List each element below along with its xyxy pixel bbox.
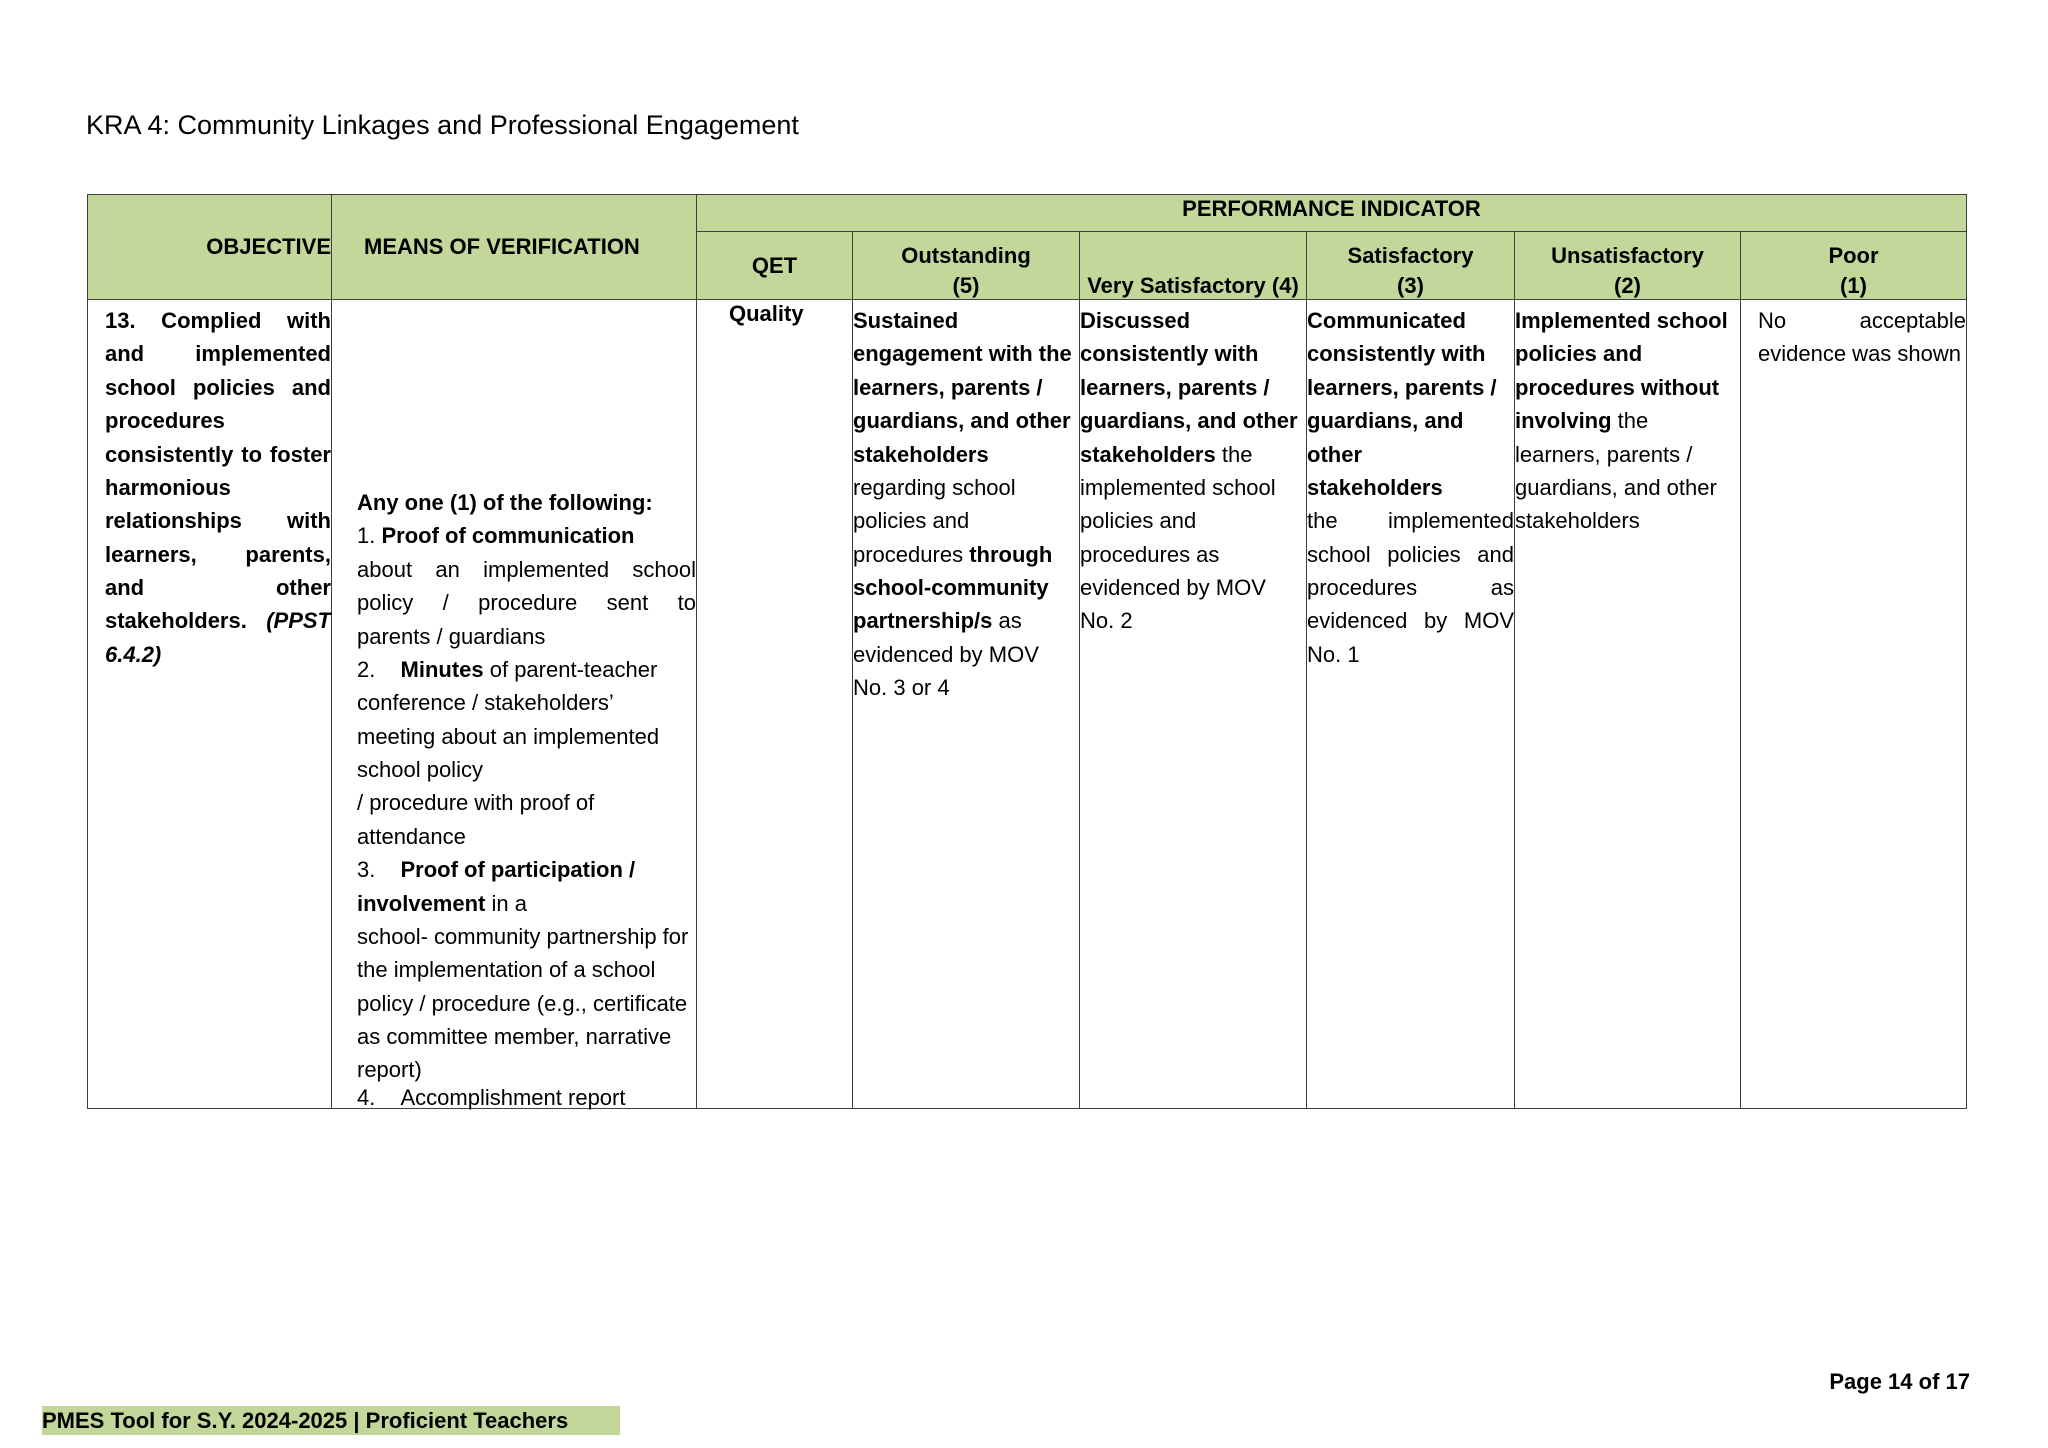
outstanding-line bbox=[853, 638, 1079, 671]
footer-label: PMES Tool for S.Y. 2024-2025 | Proficient Teachers bbox=[42, 1408, 569, 1433]
emphasized-text: and other bbox=[105, 575, 331, 600]
emphasized-text: school-community bbox=[853, 575, 1049, 600]
text-run: the bbox=[1215, 441, 1253, 467]
satisfactory-line bbox=[1307, 371, 1514, 404]
rating-label: Satisfactory bbox=[1347, 243, 1474, 268]
emphasized-text: consistently with bbox=[1307, 341, 1486, 367]
rating-label-stack bbox=[901, 241, 1031, 301]
emphasized-text: policies and bbox=[1515, 341, 1643, 367]
means-of-verification-cell bbox=[332, 300, 696, 1108]
mov-line bbox=[357, 1081, 696, 1114]
text-run: policies and bbox=[853, 508, 970, 534]
text-run: school policy bbox=[357, 757, 483, 782]
text-run: 1. bbox=[357, 523, 382, 549]
mov-line bbox=[357, 720, 696, 753]
header-objective bbox=[88, 195, 331, 299]
page-heading: KRA 4: Community Linkages and Professional Engagement bbox=[86, 110, 799, 140]
qet-cell bbox=[697, 300, 852, 1108]
list-number: 3. bbox=[357, 857, 376, 883]
objective-line bbox=[105, 438, 331, 471]
mov-line bbox=[357, 486, 696, 519]
outstanding-line bbox=[853, 471, 1079, 504]
header-outstanding bbox=[853, 232, 1079, 299]
text-run: regarding school bbox=[853, 474, 1016, 500]
text-run: report) bbox=[357, 1057, 422, 1083]
rating-label: Poor bbox=[1828, 243, 1879, 268]
unsatisfactory-line bbox=[1515, 337, 1740, 370]
satisfactory-line bbox=[1307, 337, 1514, 370]
text-run: evidenced by MOV bbox=[1307, 608, 1514, 634]
rating-label-stack bbox=[1348, 241, 1474, 301]
emphasized-text: through bbox=[969, 541, 1053, 567]
rating-score: (5) bbox=[952, 273, 980, 298]
outstanding-line bbox=[853, 438, 1079, 471]
text-run: policy / procedure (e.g., certificate bbox=[357, 990, 688, 1016]
satisfactory-line bbox=[1307, 538, 1514, 571]
mov-line bbox=[357, 987, 696, 1020]
mov-line bbox=[357, 653, 696, 686]
emphasized-text: procedures without bbox=[1515, 374, 1720, 400]
objective-line bbox=[105, 337, 331, 370]
mov-line bbox=[357, 853, 696, 886]
rating-score: (3) bbox=[1397, 273, 1424, 298]
unsatisfactory-line bbox=[1515, 504, 1740, 537]
text-run: the implementation of a school bbox=[357, 957, 656, 983]
emphasized-text: learners, parents / bbox=[853, 374, 1043, 400]
text-run: as committee member, narrative bbox=[357, 1024, 672, 1049]
emphasized-text: guardians, and bbox=[1307, 408, 1464, 434]
satisfactory-line bbox=[1307, 604, 1514, 637]
rating-score: (2) bbox=[1614, 273, 1641, 298]
emphasized-text: 6.4.2) bbox=[105, 641, 162, 667]
emphasized-text: guardians, and other bbox=[1080, 408, 1298, 434]
outstanding-line bbox=[853, 538, 1079, 571]
emphasized-text: stakeholders bbox=[853, 441, 989, 467]
emphasized-text: learners, parents, bbox=[105, 541, 331, 567]
text-run: No. 3 or 4 bbox=[853, 675, 950, 701]
emphasized-text: Proof of participation / bbox=[400, 857, 636, 883]
mov-line bbox=[357, 920, 696, 953]
text-run: evidence was shown bbox=[1758, 341, 1962, 367]
text-run: evidenced by MOV bbox=[1080, 575, 1266, 600]
unsatisfactory-line bbox=[1515, 404, 1740, 437]
text-run: conference / stakeholders’ bbox=[357, 690, 614, 716]
satisfactory-line bbox=[1307, 438, 1514, 471]
mov-line bbox=[357, 553, 696, 586]
emphasized-text: 13. Complied with bbox=[105, 308, 331, 333]
emphasized-text: other bbox=[1307, 441, 1362, 467]
text-run: procedures bbox=[853, 541, 970, 567]
poor-line bbox=[1758, 337, 1966, 370]
rating-label: Outstanding bbox=[901, 243, 1031, 268]
unsatisfactory-cell bbox=[1515, 300, 1740, 1108]
emphasized-text: involving bbox=[1515, 408, 1612, 434]
outstanding-line bbox=[853, 404, 1079, 437]
emphasized-text: learners, parents / bbox=[1307, 374, 1497, 400]
mov-line bbox=[357, 586, 696, 619]
emphasized-text: Communicated bbox=[1307, 308, 1466, 333]
emphasized-text: learners, parents / bbox=[1080, 374, 1270, 400]
outstanding-line bbox=[853, 371, 1079, 404]
mov-line bbox=[357, 953, 696, 986]
emphasized-text: Minutes bbox=[400, 656, 484, 682]
very-satisfactory-line bbox=[1080, 538, 1306, 571]
outstanding-line bbox=[853, 337, 1079, 370]
text-run: attendance bbox=[357, 823, 466, 849]
header-satisfactory bbox=[1307, 232, 1514, 299]
footer-bar bbox=[42, 1406, 620, 1435]
header-mov-label: MEANS OF VERIFICATION bbox=[364, 234, 640, 259]
satisfactory-cell bbox=[1307, 300, 1514, 1108]
outstanding-line bbox=[853, 504, 1079, 537]
emphasized-text: Implemented school bbox=[1515, 308, 1728, 333]
header-very-satisfactory bbox=[1080, 232, 1306, 299]
text-run: procedures as bbox=[1080, 541, 1220, 567]
very-satisfactory-line bbox=[1080, 337, 1306, 370]
text-run: No. 2 bbox=[1080, 608, 1133, 634]
objective-line bbox=[105, 538, 331, 571]
text-run: parents / guardians bbox=[357, 623, 546, 649]
objective-line bbox=[105, 304, 331, 337]
very-satisfactory-line bbox=[1080, 604, 1306, 637]
text-run: / procedure with proof of bbox=[357, 790, 595, 816]
satisfactory-line bbox=[1307, 504, 1514, 537]
emphasized-text: procedures bbox=[105, 408, 225, 434]
emphasized-text: consistently to foster bbox=[105, 441, 331, 467]
qet-line bbox=[729, 300, 852, 328]
emphasized-text: engagement with the bbox=[853, 341, 1072, 367]
header-unsatisfactory bbox=[1515, 232, 1740, 299]
very-satisfactory-line bbox=[1080, 504, 1306, 537]
text-run: evidenced by MOV bbox=[853, 641, 1039, 667]
mov-line bbox=[357, 519, 696, 552]
very-satisfactory-line bbox=[1080, 438, 1306, 471]
poor-line bbox=[1758, 304, 1966, 337]
emphasized-text: relationships with bbox=[105, 508, 331, 534]
text-run: Accomplishment report bbox=[400, 1084, 626, 1110]
objective-line bbox=[105, 404, 331, 437]
header-objective-label: OBJECTIVE bbox=[206, 234, 331, 259]
rating-score: (1) bbox=[1840, 273, 1867, 298]
emphasized-text: and implemented bbox=[105, 341, 331, 367]
unsatisfactory-line bbox=[1515, 471, 1740, 504]
list-number: 4. bbox=[357, 1084, 376, 1110]
emphasized-text: consistently with bbox=[1080, 341, 1259, 367]
mov-line bbox=[357, 820, 696, 853]
emphasized-text: Discussed bbox=[1080, 308, 1191, 333]
mov-line bbox=[357, 786, 696, 819]
mov-line bbox=[357, 1020, 696, 1053]
objective-line bbox=[105, 638, 331, 671]
text-run: about an implemented school bbox=[357, 556, 696, 582]
text-run: No acceptable bbox=[1758, 308, 1966, 333]
text-run: the implemented bbox=[1307, 508, 1514, 534]
very-satisfactory-cell bbox=[1080, 300, 1306, 1108]
objective-line bbox=[105, 471, 331, 504]
kra-table bbox=[87, 194, 1967, 1109]
text-run: in a bbox=[485, 890, 527, 916]
satisfactory-line bbox=[1307, 304, 1514, 337]
emphasized-text: harmonious bbox=[105, 474, 231, 500]
list-number: 2. bbox=[357, 656, 376, 682]
mov-line bbox=[357, 887, 696, 920]
rating-label-stack bbox=[1087, 271, 1299, 301]
emphasized-text: (PPST bbox=[266, 608, 331, 634]
emphasized-text: school policies and bbox=[105, 374, 331, 400]
emphasized-text: stakeholders bbox=[1080, 441, 1216, 467]
page-number: Page 14 of 17 bbox=[1829, 1369, 1970, 1394]
satisfactory-line bbox=[1307, 638, 1514, 671]
text-run: implemented school bbox=[1080, 474, 1276, 500]
objective-line bbox=[105, 371, 331, 404]
emphasized-text: Quality bbox=[729, 301, 804, 326]
header-qet-label: QET bbox=[751, 252, 798, 278]
very-satisfactory-line bbox=[1080, 404, 1306, 437]
objective-line bbox=[105, 571, 331, 604]
very-satisfactory-line bbox=[1080, 371, 1306, 404]
satisfactory-line bbox=[1307, 571, 1514, 604]
text-run: meeting about an implemented bbox=[357, 723, 660, 749]
emphasized-text: Proof of communication bbox=[381, 523, 635, 549]
very-satisfactory-line bbox=[1080, 471, 1306, 504]
unsatisfactory-line bbox=[1515, 438, 1740, 471]
unsatisfactory-line bbox=[1515, 304, 1740, 337]
text-run: of parent-teacher bbox=[483, 656, 658, 682]
outstanding-cell bbox=[853, 300, 1079, 1108]
text-run: policies and bbox=[1080, 508, 1197, 534]
text-run: the bbox=[1611, 408, 1649, 434]
header-poor bbox=[1741, 232, 1966, 299]
rating-label: Very Satisfactory (4) bbox=[1087, 273, 1299, 298]
emphasized-text: Sustained bbox=[853, 308, 959, 333]
objective-cell bbox=[88, 300, 331, 1108]
emphasized-text: stakeholders. bbox=[105, 608, 267, 634]
emphasized-text: stakeholders bbox=[1307, 474, 1443, 500]
rating-label: Unsatisfactory bbox=[1551, 243, 1704, 268]
objective-line bbox=[105, 604, 331, 637]
text-run: stakeholders bbox=[1515, 508, 1640, 534]
header-performance-indicator: PERFORMANCE INDICATOR bbox=[697, 195, 1966, 231]
text-run: school policies and bbox=[1307, 541, 1514, 567]
very-satisfactory-line bbox=[1080, 571, 1306, 604]
text-run: school- community partnership for bbox=[357, 923, 689, 949]
text-run: No. 1 bbox=[1307, 641, 1360, 667]
outstanding-line bbox=[853, 604, 1079, 637]
text-run: procedures as bbox=[1307, 575, 1514, 600]
outstanding-line bbox=[853, 671, 1079, 704]
text-run: learners, parents / bbox=[1515, 441, 1693, 467]
emphasized-text: Any one (1) of the following: bbox=[357, 490, 653, 515]
outstanding-line bbox=[853, 304, 1079, 337]
mov-line bbox=[357, 620, 696, 653]
text-run: guardians, and other bbox=[1515, 474, 1717, 500]
satisfactory-line bbox=[1307, 471, 1514, 504]
emphasized-text: guardians, and other bbox=[853, 408, 1071, 434]
unsatisfactory-line bbox=[1515, 371, 1740, 404]
header-means-of-verification bbox=[332, 195, 696, 299]
satisfactory-line bbox=[1307, 404, 1514, 437]
outstanding-line bbox=[853, 571, 1079, 604]
text-run: as bbox=[992, 608, 1022, 634]
very-satisfactory-line bbox=[1080, 304, 1306, 337]
poor-cell bbox=[1741, 300, 1966, 1108]
emphasized-text: involvement bbox=[357, 890, 486, 916]
mov-line bbox=[357, 753, 696, 786]
mov-line bbox=[357, 686, 696, 719]
rating-label-stack bbox=[1828, 241, 1878, 301]
emphasized-text: partnership/s bbox=[853, 608, 993, 634]
header-qet bbox=[697, 232, 852, 299]
text-run: policy / procedure sent to bbox=[357, 590, 696, 616]
objective-line bbox=[105, 504, 331, 537]
rating-label-stack bbox=[1551, 241, 1704, 301]
